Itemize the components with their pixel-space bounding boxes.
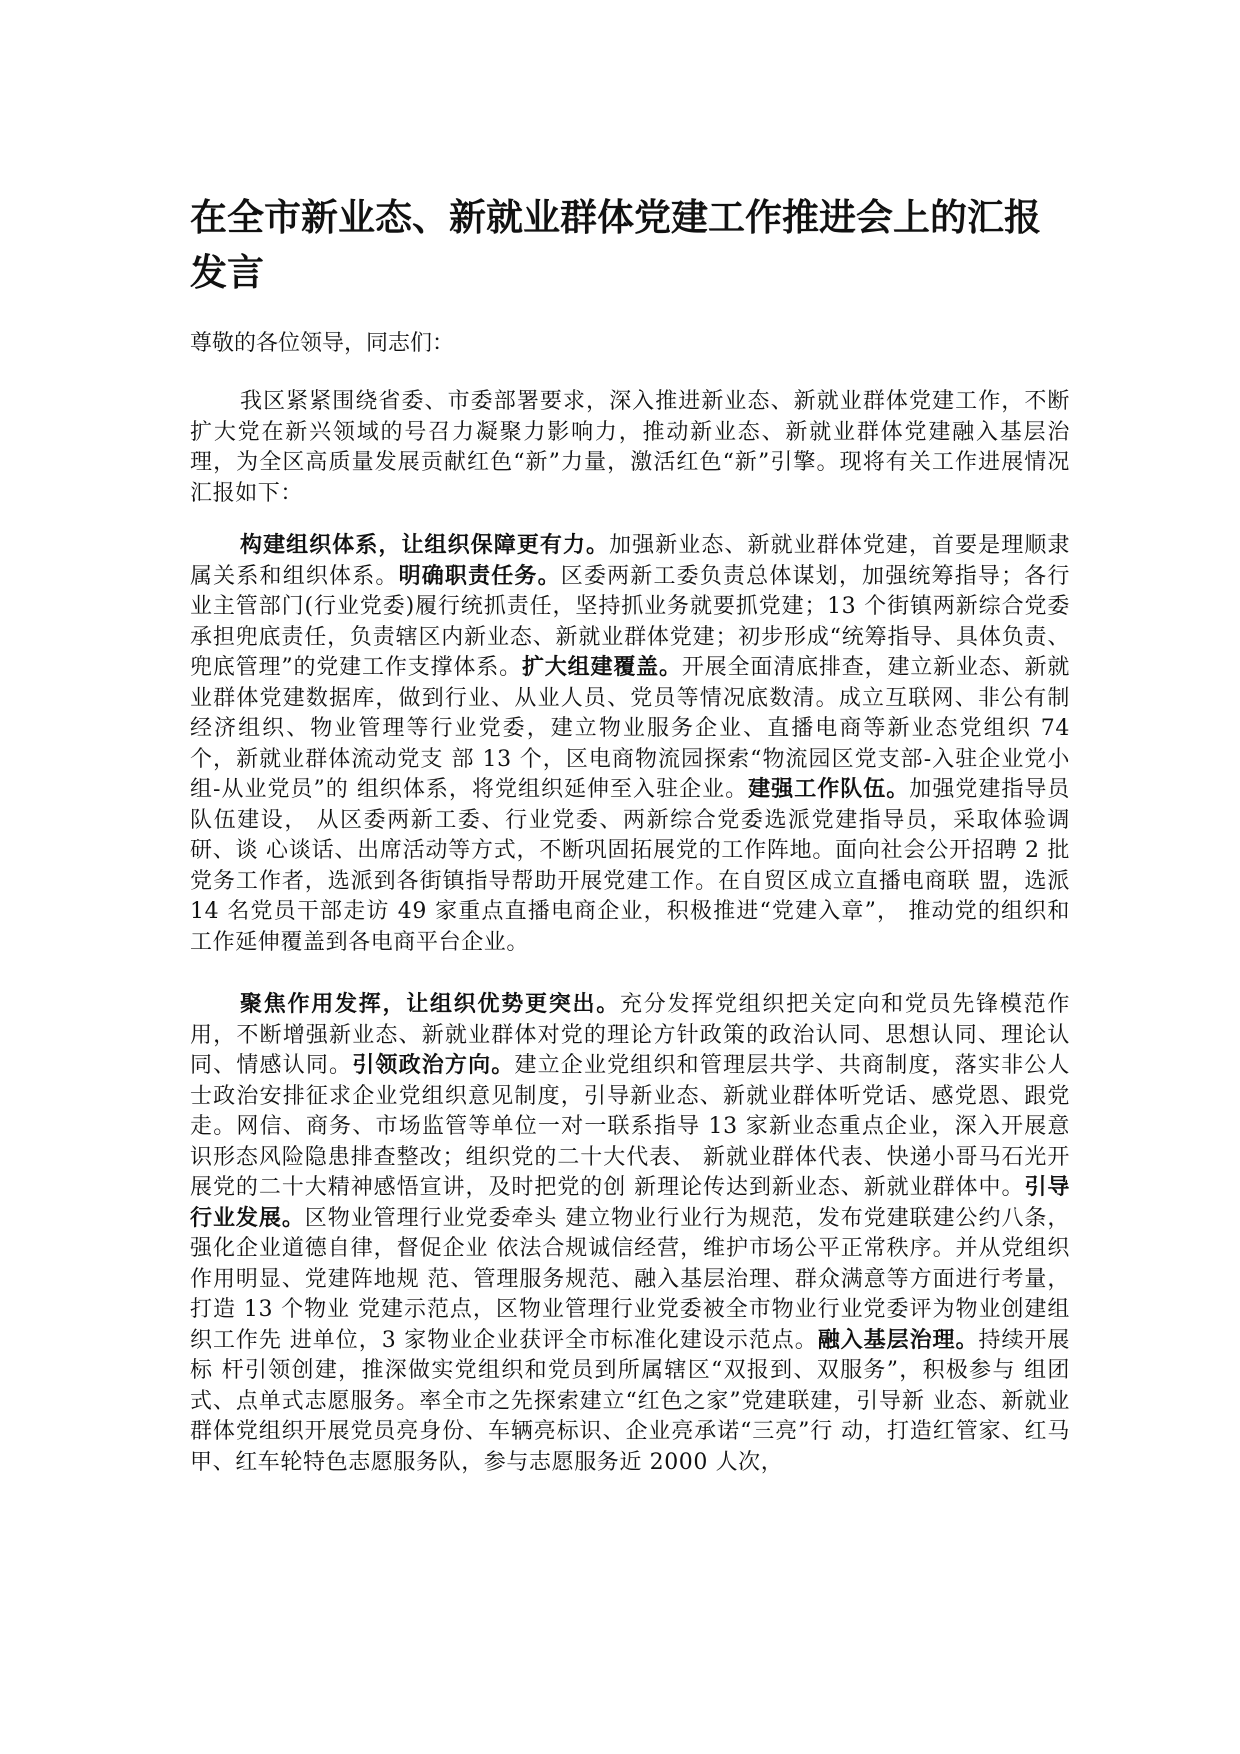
section1-sub3-text: 加强党建指导员队伍建设， 从区委两新工委、行业党委、两新综合党委选派党建指导员，采取体验调研、谈 心谈话、出席活动等方式，不断巩固拓展党的工作阵地。面向社会公开招聘 2 批党务工作者，选派到各街镇指导帮助开展党建工作。在自贸区成立直播电商联 盟，选派 14 名党员干部走访 49 家重点直播电商企业，积极推进“党建入章”， 推动党的组织和工作延伸覆盖到各电商平台企业。 (190, 777, 1071, 955)
salutation: 尊敬的各位领导，同志们： (190, 331, 455, 356)
section-role-play (190, 990, 1070, 1478)
section2-lead: 充分发挥党组织把关定向和党员先锋模范作用，不断增强新业态、新就业群体对党的理论方针政策的政治认同、思想认同、理论认同、情感认同。 (190, 992, 1070, 1078)
section1-sub2-title: 扩大组建覆盖。 (521, 655, 682, 680)
section2-sub3-title: 融入基层治理。 (817, 1327, 979, 1353)
section1-heading: 构建组织体系，让组织保障更有力。 (240, 533, 610, 558)
section2-sub3-text: 持续开展标 杆引领创建，推深做实党组织和党员到所属辖区“双报到、双服务”，积极参与 组团式、点单式志愿服务。率全市之先探索建立“红色之家”党建联建，引导新 业态、新就业群体党组织开展党员亮身份、车辆亮标识、企业亮承诺“三亮”行 动，打造红管家、红马甲、红车轮特色志愿服务队，参与志愿服务近 2000 人次， (190, 1327, 1070, 1475)
section2-sub1-text: 建立企业党组织和管理层共学、共商制度，落实非公人士政治安排征求企业党组织意见制度，引导新业态、新就业群体听党话、感党恩、跟党走。网信、商务、市场监管等单位一对一联系指导 13 家新业态重点企业，深入开展意识形态风险隐患排查整改；组织党的二十大代表、 新就业群体代表、快递小哥马石光开展党的二十大精神感悟宣讲，及时把党的创 新理论传达到新业态、新就业群体中。 (190, 1053, 1071, 1200)
section1-sub1-text: 区委两新工委负责总体谋划，加强统筹指导；各行业主管部门(行业党委)履行统抓责任，坚持抓业务就要抓党建；13 个街镇两新综合党委承担兜底责任，负责辖区内新业态、新就业群体党建；初步形成“统筹指导、具体负责、兜底管理”的党建工作支撑体系。 (190, 563, 1071, 680)
section1-lead: 加强新业态、新就业群体党建，首要是理顺隶属关系和组织体系。 (190, 533, 1070, 589)
section2-sub2-text: 区物业管理行业党委牵头 建立物业行业行为规范，发布党建联建公约八条，强化企业道德自律，督促企业 依法合规诚信经营，维护市场公平正常秩序。并从党组织作用明显、党建阵地规 范、管理服务规范、融入基层治理、群众满意等方面进行考量，打造 13 个物业 党建示范点，区物业管理行业党委被全市物业行业党委评为物业创建组织工作先 进单位，3 家物业企业获评全市标准化建设示范点。 (190, 1205, 1070, 1353)
section2-sub1-title: 引领政治方向。 (352, 1053, 515, 1078)
section1-sub3-title: 建强工作队伍。 (748, 777, 910, 802)
section1-sub1-title: 明确职责任务。 (398, 563, 561, 589)
section1-sub2-text: 开展全面清底排查，建立新业态、新就业群体党建数据库，做到行业、从业人员、党员等情况底数清。成立互联网、非公有制经济组织、物业管理等行业党委，建立物业服务企业、直播电商等新业态党组织 74 个，新就业群体流动党支 部 13 个，区电商物流园探索“物流园区党支部-入驻企业党小组-从业党员”的 组织体系，将党组织延伸至入驻企业。 (190, 655, 1070, 802)
section2-heading: 聚焦作用发挥，让组织优势更突出。 (240, 992, 620, 1017)
section2-sub2-title: 引导行业发展。 (190, 1175, 1070, 1231)
section-organization-system (190, 531, 1070, 958)
document-page (190, 190, 1070, 1500)
document-title: 在全市新业态、新就业群体党建工作推进会上的汇报发言 (190, 196, 1041, 294)
intro-paragraph: 我区紧紧围绕省委、市委部署要求，深入推进新业态、新就业群体党建工作，不断扩大党在新兴领域的号召力凝聚力影响力，推动新业态、新就业群体党建融入基层治理，为全区高质量发展贡献红色“新”力量，激活红色“新”引擎。现将有关工作进展情况汇报如下： (190, 389, 1070, 506)
